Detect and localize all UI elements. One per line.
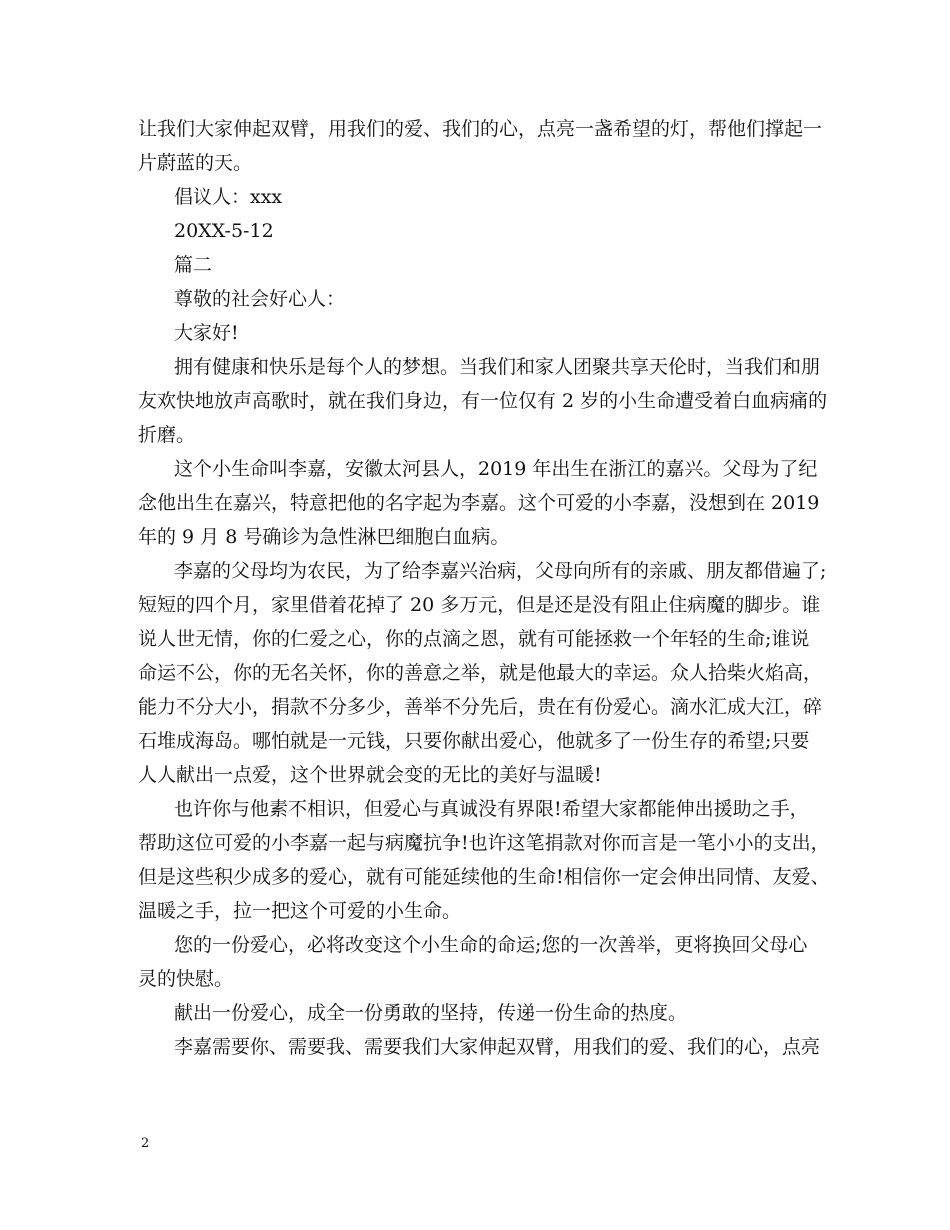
text-line: 李嘉的父母均为农民，为了给李嘉兴治病，父母向所有的亲戚、朋友都借遍了; <box>174 560 827 582</box>
text-line: 石堆成海岛。哪怕就是一元钱，只要你献出爱心，他就多了一份生存的希望;只要 <box>138 730 810 752</box>
salutation: 尊敬的社会好心人： <box>174 288 346 310</box>
text-line: 短短的四个月，家里借着花掉了 20 多万元，但是还是没有阻止住病魔的脚步。谁 <box>138 594 821 616</box>
text-line: 这个小生命叫李嘉，安徽太河县人，2019 年出生在浙江的嘉兴。父母为了纪 <box>174 458 818 480</box>
text-line: 让我们大家伸起双臂，用我们的爱、我们的心，点亮一盏希望的灯，帮他们撑起一 <box>138 118 823 140</box>
text-line: 也许你与他素不相识，但爱心与真诚没有界限!希望大家都能伸出援助之手， <box>174 798 809 820</box>
text-line: 温暖之手，拉一把这个可爱的小生命。 <box>138 900 462 922</box>
text-line: 年的 9 月 8 号确诊为急性淋巴细胞白血病。 <box>138 526 510 548</box>
text-line: 但是这些积少成多的爱心，就有可能延续他的生命!相信你一定会伸出同情、友爱、 <box>138 866 830 888</box>
page-number: 2 <box>141 1136 150 1151</box>
text-line: 人人献出一点爱，这个世界就会变的无比的美好与温暖! <box>138 764 602 786</box>
text-line: 灵的快慰。 <box>138 968 234 990</box>
text-line: 能力不分大小，捐款不分多少，善举不分先后，贵在有份爱心。滴水汇成大江，碎 <box>138 696 823 718</box>
text-line: 帮助这位可爱的小李嘉一起与病魔抗争!也许这笔捐款对你而言是一笔小小的支出， <box>138 832 830 854</box>
text-line: 您的一份爱心，必将改变这个小生命的命运;您的一次善举，更将换回父母心 <box>174 934 808 956</box>
text-line: 献出一份爱心，成全一份勇敢的坚持，传递一份生命的热度。 <box>174 1002 688 1024</box>
signature-line: 倡议人：xxx <box>174 186 283 208</box>
text-line: 命运不公，你的无名关怀，你的善意之举，就是他最大的幸运。众人拾柴火焰高， <box>138 662 823 684</box>
text-line: 李嘉需要你、需要我、需要我们大家伸起双臂，用我们的爱、我们的心，点亮 <box>174 1036 821 1058</box>
text-line: 友欢快地放声高歌时，就在我们身边，有一位仅有 2 岁的小生命遭受着白血病痛的 <box>138 390 828 412</box>
text-line: 片蔚蓝的天。 <box>138 152 253 174</box>
section-heading: 篇二 <box>174 254 213 276</box>
text-line: 拥有健康和快乐是每个人的梦想。当我们和家人团聚共享天伦时，当我们和朋 <box>174 356 821 378</box>
text-line: 折磨。 <box>138 424 196 446</box>
date-line: 20XX-5-12 <box>174 220 274 242</box>
greeting: 大家好! <box>174 322 239 344</box>
text-line: 说人世无情，你的仁爱之心，你的点滴之恩，就有可能拯救一个年轻的生命;谁说 <box>138 628 810 650</box>
text-line: 念他出生在嘉兴，特意把他的名字起为李嘉。这个可爱的小李嘉，没想到在 2019 <box>138 492 820 514</box>
document-body <box>138 112 838 1064</box>
